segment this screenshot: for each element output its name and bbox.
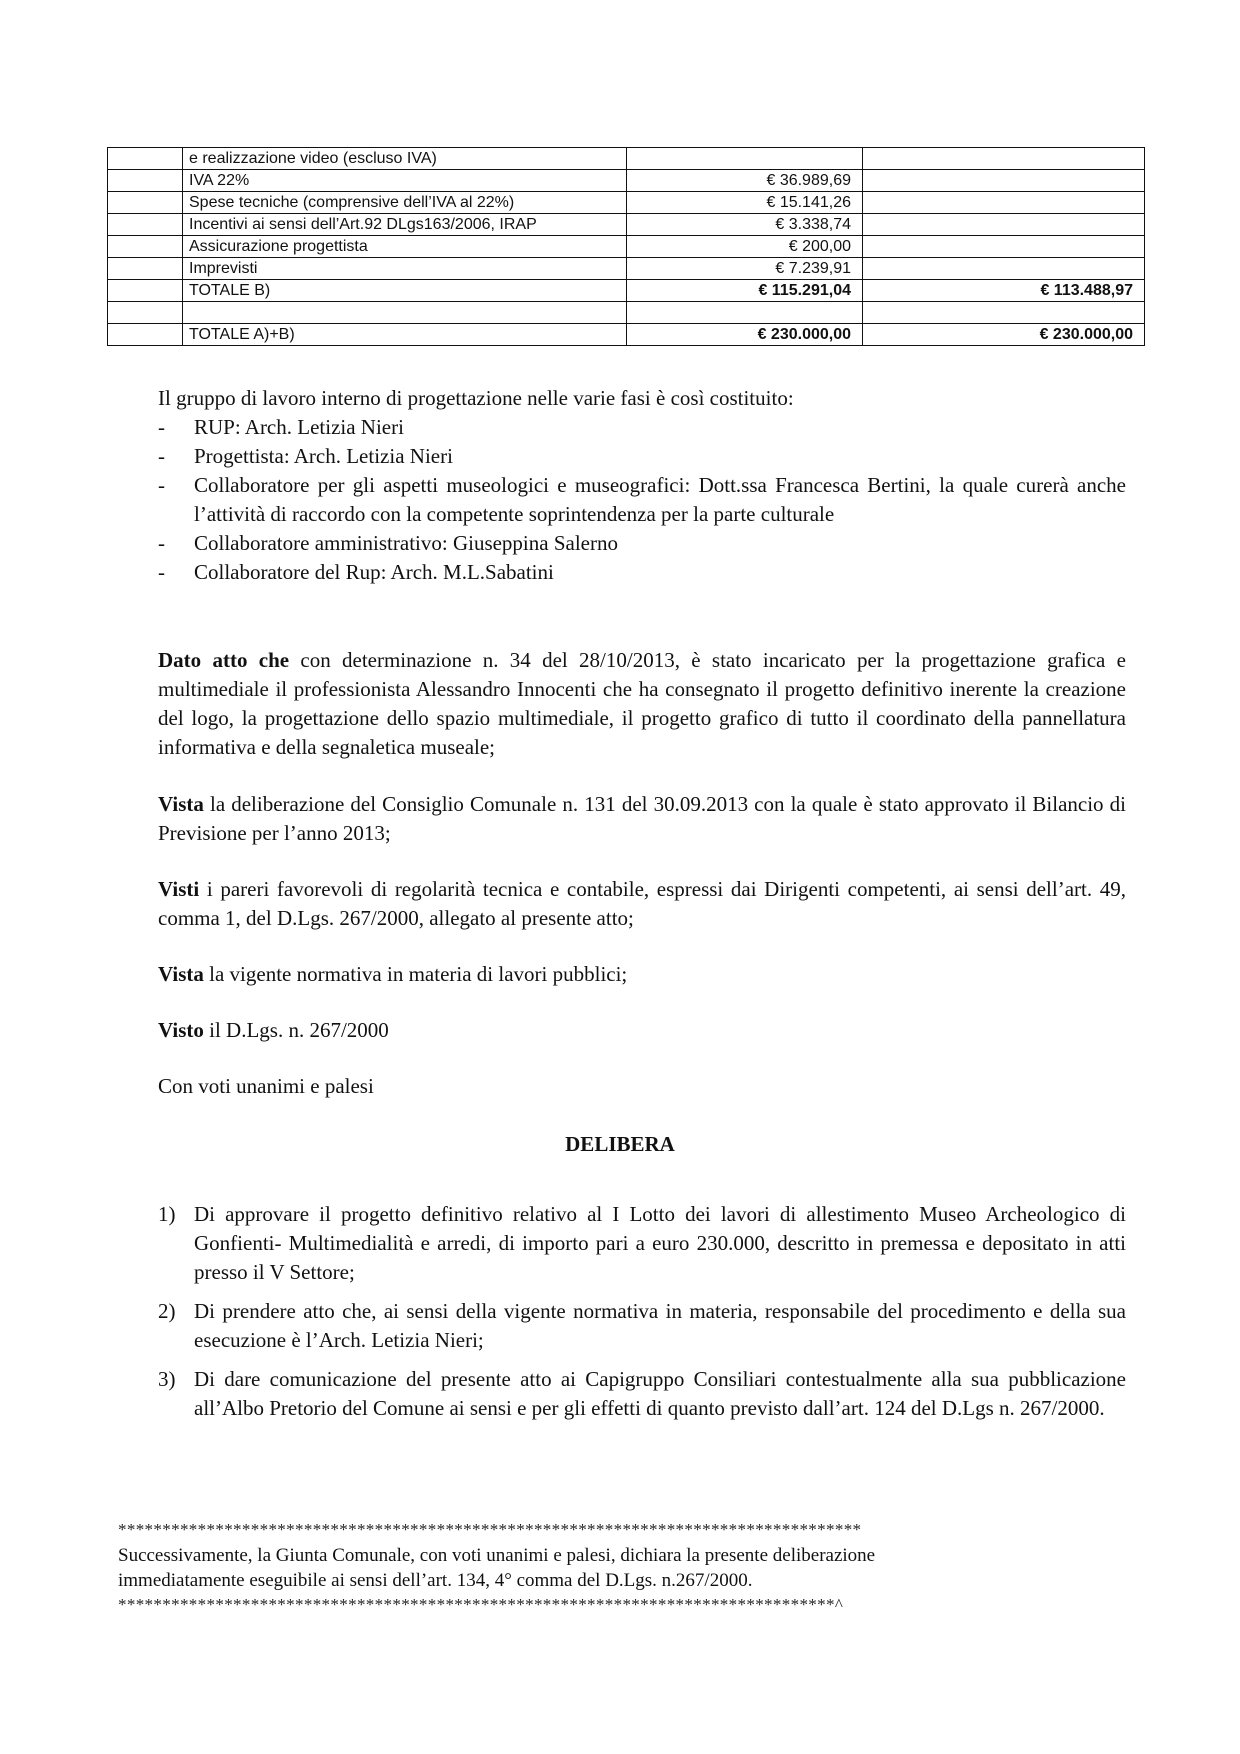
table-cell-index	[108, 148, 183, 170]
table-row	[108, 258, 1145, 280]
premise-lead: Visti	[158, 877, 200, 901]
decision-item	[158, 1200, 1126, 1287]
premise-text: il D.Lgs. n. 267/2000	[203, 1018, 389, 1042]
table-cell-amount-b: € 230.000,00	[863, 324, 1145, 346]
decision-text: Di prendere atto che, ai sensi della vigente normativa in materia, responsabile del procedimento e della sua esecuzione è l’Arch. Letizia Nieri;	[194, 1299, 1126, 1352]
premise-lead: Vista	[158, 792, 204, 816]
footer-line-2: immediatamente eseguibile ai sensi dell’art. 134, 4° comma del D.Lgs. n.267/2000.	[118, 1570, 753, 1591]
table-cell-amount-b	[863, 302, 1145, 324]
table-cell-amount-b	[863, 258, 1145, 280]
table-cell-label: Imprevisti	[183, 258, 627, 280]
decision-item	[158, 1297, 1126, 1355]
decisions-list	[158, 1200, 1126, 1423]
decision-number: 2)	[158, 1299, 176, 1323]
table-cell-index	[108, 258, 183, 280]
team-member-text: Collaboratore per gli aspetti museologici e museografici: Dott.ssa Francesca Bertini, la quale curerà anche l’attività di raccordo con la competente soprintendenza per la parte culturale	[194, 473, 1126, 526]
table-cell-label: TOTALE B)	[183, 280, 627, 302]
table-cell-amount-a: € 15.141,26	[627, 192, 863, 214]
premise-lead: Vista	[158, 962, 204, 986]
bullet-dash: -	[158, 531, 165, 555]
premise-voti	[158, 1072, 1126, 1101]
premise-text: la deliberazione del Consiglio Comunale n. 131 del 30.09.2013 con la quale è stato approvato il Bilancio di Previsione per l’anno 2013;	[158, 792, 1126, 845]
budget-table	[107, 147, 1145, 346]
team-member	[158, 529, 1126, 558]
table-cell-index	[108, 236, 183, 258]
table-row	[108, 214, 1145, 236]
table-row	[108, 148, 1145, 170]
table-cell-amount-b	[863, 214, 1145, 236]
premise-vista-normativa	[158, 960, 1126, 989]
table-row-grand-total	[108, 324, 1145, 346]
decision-text: Di dare comunicazione del presente atto ai Capigruppo Consiliari contestualmente alla sua pubblicazione all’Albo Pretorio del Comune ai sensi e per gli effetti di quanto previsto dall’art. 124 del D.Lgs n. 267/2000.	[194, 1367, 1126, 1420]
bullet-dash: -	[158, 473, 165, 497]
bullet-dash: -	[158, 444, 165, 468]
table-cell-label: Spese tecniche (comprensive dell’IVA al 22%)	[183, 192, 627, 214]
table-cell-amount-b	[863, 192, 1145, 214]
table-cell-label: Incentivi ai sensi dell’Art.92 DLgs163/2006, IRAP	[183, 214, 627, 236]
team-section	[158, 384, 1126, 587]
table-cell-amount-a	[627, 302, 863, 324]
table-cell-amount-a: € 200,00	[627, 236, 863, 258]
table-cell-label: IVA 22%	[183, 170, 627, 192]
premise-lead: Visto	[158, 1018, 204, 1042]
decision-number: 1)	[158, 1202, 176, 1226]
decision-text: Di approvare il progetto definitivo relativo al I Lotto dei lavori di allestimento Museo Archeologico di Gonfienti- Multimedialità e arredi, di importo pari a euro 230.000, descritto in premessa e depositato in atti presso il V Settore;	[194, 1202, 1126, 1284]
table-row	[108, 170, 1145, 192]
table-cell-label: e realizzazione video (escluso IVA)	[183, 148, 627, 170]
team-member-text: Collaboratore amministrativo: Giuseppina Salerno	[194, 531, 618, 555]
table-cell-index	[108, 302, 183, 324]
premise-visti-pareri	[158, 875, 1126, 933]
premise-lead: Dato atto che	[158, 648, 290, 672]
table-row-empty	[108, 302, 1145, 324]
separator-stars-top: ************************************************************************************	[118, 1520, 862, 1539]
table-cell-index	[108, 192, 183, 214]
premise-text: con determinazione n. 34 del 28/10/2013, è stato incaricato per la progettazione grafica e multimediale il professionista Alessandro Innocenti che ha consegnato il progetto definitivo inerente la creazione del logo, la progettazione dello spazio multimediale, il progetto grafico di tutto il coordinato della pannellatura informativa e della segnaletica museale;	[158, 648, 1126, 759]
table-cell-amount-a: € 230.000,00	[627, 324, 863, 346]
delibera-heading: DELIBERA	[565, 1132, 675, 1156]
team-member-text: Collaboratore del Rup: Arch. M.L.Sabatini	[194, 560, 554, 584]
team-member	[158, 413, 1126, 442]
budget-table-body	[108, 148, 1145, 346]
table-cell-amount-b: € 113.488,97	[863, 280, 1145, 302]
team-member	[158, 442, 1126, 471]
team-member-text: RUP: Arch. Letizia Nieri	[194, 415, 404, 439]
premise-vista-deliberazione	[158, 790, 1126, 848]
table-row	[108, 192, 1145, 214]
delibera-section	[158, 1200, 1126, 1433]
premise-visto-dlgs	[158, 1016, 1126, 1045]
bullet-dash: -	[158, 560, 165, 584]
footer-line-1: Successivamente, la Giunta Comunale, con voti unanimi e palesi, dichiara la presente deliberazione	[118, 1545, 876, 1566]
separator-stars-bottom: *********************************************************************************^	[118, 1595, 844, 1614]
premise-text: Con voti unanimi e palesi	[158, 1074, 374, 1098]
bullet-dash: -	[158, 415, 165, 439]
table-cell-amount-a: € 3.338,74	[627, 214, 863, 236]
table-cell-index	[108, 324, 183, 346]
table-cell-amount-a	[627, 148, 863, 170]
team-member	[158, 558, 1126, 587]
table-cell-label: TOTALE A)+B)	[183, 324, 627, 346]
table-cell-amount-a: € 36.989,69	[627, 170, 863, 192]
table-cell-amount-a: € 115.291,04	[627, 280, 863, 302]
footer-declaration	[118, 1543, 1118, 1593]
team-member	[158, 471, 1126, 529]
team-intro: Il gruppo di lavoro interno di progettazione nelle varie fasi è così costituito:	[158, 386, 794, 410]
table-cell-amount-a: € 7.239,91	[627, 258, 863, 280]
table-cell-index	[108, 170, 183, 192]
decision-item	[158, 1365, 1126, 1423]
team-member-text: Progettista: Arch. Letizia Nieri	[194, 444, 453, 468]
table-cell-amount-b	[863, 236, 1145, 258]
table-cell-index	[108, 280, 183, 302]
table-row	[108, 236, 1145, 258]
table-cell-label: Assicurazione progettista	[183, 236, 627, 258]
decision-number: 3)	[158, 1367, 176, 1391]
table-cell-amount-b	[863, 170, 1145, 192]
premise-dato-atto	[158, 646, 1126, 762]
team-list	[158, 413, 1126, 587]
table-cell-label	[183, 302, 627, 324]
table-cell-amount-b	[863, 148, 1145, 170]
premise-text: i pareri favorevoli di regolarità tecnica e contabile, espressi dai Dirigenti competenti, ai sensi dell’art. 49, comma 1, del D.Lgs. 267/2000, allegato al presente atto;	[158, 877, 1126, 930]
table-row-total-b	[108, 280, 1145, 302]
table-cell-index	[108, 214, 183, 236]
premise-text: la vigente normativa in materia di lavori pubblici;	[203, 962, 628, 986]
